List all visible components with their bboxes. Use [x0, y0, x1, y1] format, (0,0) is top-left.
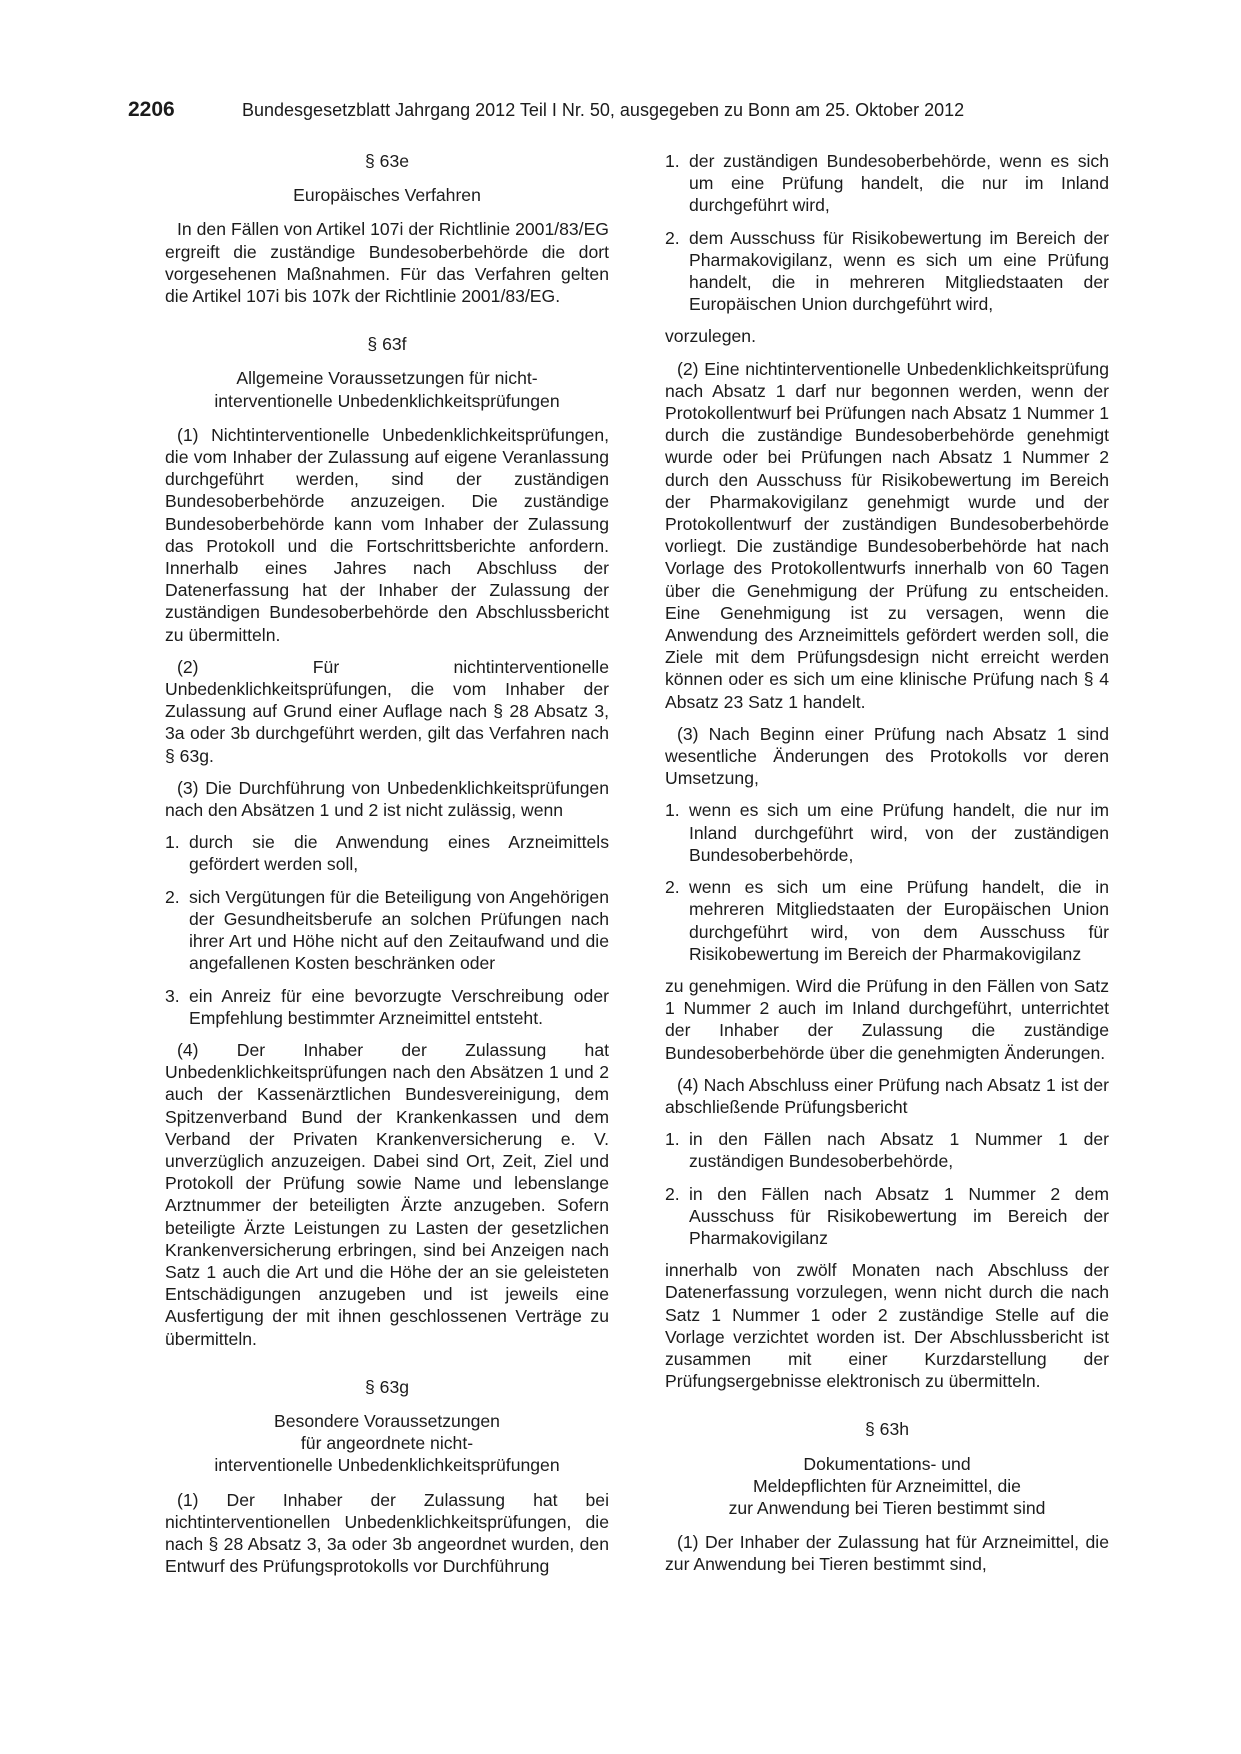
section-title — [665, 1453, 1109, 1520]
paragraph: (1) Nichtinterventionelle Unbedenklichkeitsprüfungen, die vom Inhaber der Zulassung auf eigene Veranlassung durchgeführt werden, sind der zuständigen Bundesoberbehörde anzuzeigen. Die zuständige Bundesoberbehörde kann vom Inhaber der Zulassung das Protokoll und die Fortschrittsberichte anfordern. Innerhalb eines Jahres nach Abschluss der Datenerfassung hat der Inhaber der Zulassung der zuständigen Bundesoberbehörde den Abschlussbericht zu übermitteln. — [165, 424, 609, 645]
paragraph: (3) Die Durchführung von Unbedenklichkeitsprüfungen nach den Absätzen 1 und 2 ist nicht zulässig, wenn — [165, 777, 609, 821]
paragraph: vorzulegen. — [665, 326, 756, 347]
section-title-line: Dokumentations- und — [803, 1453, 971, 1474]
section-number: § 63h — [864, 1419, 910, 1440]
list-item — [665, 1128, 1109, 1172]
left-column — [165, 150, 609, 1587]
list-number: 3. — [165, 985, 180, 1006]
section-number: § 63f — [367, 334, 407, 355]
list-text: in den Fällen nach Absatz 1 Nummer 1 der zuständigen Bundesoberbehörde, — [689, 1129, 1109, 1172]
list-item — [665, 227, 1109, 316]
list-text: in den Fällen nach Absatz 1 Nummer 2 dem Ausschuss für Risikobewertung im Bereich der Pharmakovigilanz — [689, 1183, 1109, 1248]
list-number: 1. — [665, 800, 680, 821]
list-number: 2. — [665, 1183, 680, 1204]
paragraph: (1) Der Inhaber der Zulassung hat bei nichtinterventionellen Unbedenklichkeitsprüfungen, die nach § 28 Absatz 3, 3a oder 3b angeordnet wurden, den Entwurf des Prüfungsprotokolls vor Durchführung — [165, 1489, 609, 1577]
paragraph: (1) Der Inhaber der Zulassung hat für Arzneimittel, die zur Anwendung bei Tieren bestimmt sind, — [665, 1532, 1109, 1575]
list-number: 1. — [665, 151, 680, 171]
section-title-line: zur Anwendung bei Tieren bestimmt sind — [728, 1497, 1046, 1518]
paragraph: (4) Der Inhaber der Zulassung hat Unbedenklichkeitsprüfungen nach den Absätzen 1 und 2 auch der Kassenärztlichen Bundesvereinigung, dem Spitzenverband Bund der Krankenkassen und dem Verband der Privaten Krankenversicherung e. V. unverzüglich anzuzeigen. Dabei sind Ort, Zeit, Ziel und Protokoll der Prüfung sowie Name und lebenslange Arztnummer der beteiligten Ärzte anzugeben. Sofern beteiligte Ärzte Leistungen zu Lasten der gesetzlichen Krankenversicherung erbringen, sind bei Anzeigen nach Satz 1 auch die Art und die Höhe der an sie geleisteten Entschädigungen anzugeben und ist jeweils eine Ausfertigung der mit ihnen geschlossenen Verträge zu übermitteln. — [165, 1039, 609, 1349]
paragraph: (3) Nach Beginn einer Prüfung nach Absatz 1 sind wesentliche Änderungen des Protokolls vor deren Umsetzung, — [665, 723, 1109, 789]
section-number: § 63g — [364, 1376, 410, 1397]
section-title — [165, 367, 609, 411]
list-number: 1. — [665, 1129, 680, 1150]
list-number: 1. — [165, 832, 180, 853]
list-text: wenn es sich um eine Prüfung handelt, die in mehreren Mitgliedstaaten der Europäischen Union durchgeführt wird, von dem Ausschuss für Risikobewertung im Bereich der Pharmakovigilanz — [689, 877, 1109, 964]
list-item — [665, 799, 1109, 866]
numbered-list — [665, 1128, 1109, 1249]
paragraph: In den Fällen von Artikel 107i der Richtlinie 2001/83/EG ergreift die zuständige Bundesoberbehörde die dort vorgesehenen Maßnahmen. Für das Verfahren gelten die Artikel 107i bis 107k der Richtlinie 2001/83/EG. — [165, 219, 609, 307]
paragraph: innerhalb von zwölf Monaten nach Abschluss der Datenerfassung vorzulegen, wenn nicht durch die nach Satz 1 Nummer 1 oder 2 zuständige Stelle auf die Vorlage verzichtet worden ist. Der Abschlussbericht ist zusammen mit einer Kurzdarstellung der Prüfungsergebnisse elektronisch zu übermitteln. — [665, 1260, 1109, 1392]
section-title-line: interventionelle Unbedenklichkeitsprüfungen — [214, 390, 560, 411]
right-column — [665, 150, 1109, 1586]
section-title: Europäisches Verfahren — [293, 185, 481, 206]
paragraph: (2) Eine nichtinterventionelle Unbedenklichkeitsprüfung nach Absatz 1 darf nur begonnen werden, wenn der Protokollentwurf bei Prüfungen nach Absatz 1 Nummer 1 durch die zuständige Bundesoberbehörde genehmigt wurde oder bei Prüfungen nach Absatz 1 Nummer 2 durch den Ausschuss für Risikobewertung im Bereich der Pharmakovigilanz genehmigt wurde und der Protokollentwurf der zuständigen Bundesoberbehörde vorliegt. Die zuständige Bundesoberbehörde hat nach Vorlage des Protokollentwurfs innerhalb von 60 Tagen über die Genehmigung der Prüfung zu entscheiden. Eine Genehmigung ist zu versagen, wenn die Anwendung des Arzneimittels gefördert werden soll, die Ziele mit dem Prüfungsdesign nicht erreicht werden können oder es sich um eine klinische Prüfung nach § 4 Absatz 23 Satz 1 handelt. — [665, 358, 1109, 712]
list-text: ein Anreiz für eine bevorzugte Verschreibung oder Empfehlung bestimmter Arzneimittel entsteht. — [189, 985, 609, 1028]
numbered-list — [165, 831, 609, 1029]
list-number: 2. — [165, 886, 180, 907]
section-title-line: Besondere Voraussetzungen — [274, 1410, 500, 1431]
list-item — [665, 150, 1109, 217]
section-title — [165, 1410, 609, 1477]
list-text: wenn es sich um eine Prüfung handelt, die nur im Inland durchgeführt wird, von der zuständigen Bundesoberbehörde, — [689, 800, 1109, 865]
list-number: 2. — [665, 227, 680, 248]
numbered-list — [665, 150, 1109, 315]
list-text: dem Ausschuss für Risikobewertung im Bereich der Pharmakovigilanz, wenn es sich um eine Prüfung handelt, die in mehreren Mitgliedstaaten der Europäischen Union durchgeführt wird, — [689, 227, 1109, 315]
list-item — [165, 985, 609, 1029]
list-text: sich Vergütungen für die Beteiligung von Angehörigen der Gesundheitsberufe an solchen Prüfungen nach ihrer Art und Höhe nicht auf den Zeitaufwand und die angefallenen Kosten beschränken oder — [189, 886, 609, 974]
list-text: der zuständigen Bundesoberbehörde, wenn es sich um eine Prüfung handelt, die nur im Inland durchgeführt wird, — [689, 151, 1109, 216]
paragraph: (2) Für nichtinterventionelle Unbedenklichkeitsprüfungen, die vom Inhaber der Zulassung auf Grund einer Auflage nach § 28 Absatz 3, 3a oder 3b durchgeführt werden, gilt das Verfahren nach § 63g. — [165, 656, 609, 766]
section-title-line: Meldepflichten für Arzneimittel, die — [753, 1475, 1021, 1496]
section-title-line: Allgemeine Voraussetzungen für nicht- — [236, 368, 538, 389]
list-item — [665, 1183, 1109, 1250]
section-number: § 63e — [364, 151, 410, 171]
page-header — [128, 98, 1128, 128]
paragraph: zu genehmigen. Wird die Prüfung in den Fällen von Satz 1 Nummer 2 auch im Inland durchgeführt, unterrichtet der Inhaber der Zulassung die zuständige Bundesoberbehörde über die genehmigten Änderungen. — [665, 975, 1109, 1063]
list-item — [165, 831, 609, 875]
section-title-line: für angeordnete nicht- — [300, 1433, 474, 1454]
paragraph: (4) Nach Abschluss einer Prüfung nach Absatz 1 ist der abschließende Prüfungsbericht — [665, 1074, 1109, 1117]
page-number: 2206 — [128, 98, 175, 121]
list-number: 2. — [665, 877, 680, 898]
numbered-list — [665, 799, 1109, 964]
list-item — [165, 886, 609, 975]
section-title-line: interventionelle Unbedenklichkeitsprüfungen — [214, 1455, 560, 1476]
list-text: durch sie die Anwendung eines Arzneimittels gefördert werden soll, — [189, 832, 609, 875]
running-title: Bundesgesetzblatt Jahrgang 2012 Teil I Nr. 50, ausgegeben zu Bonn am 25. Oktober 2012 — [242, 100, 965, 120]
list-item — [665, 876, 1109, 965]
